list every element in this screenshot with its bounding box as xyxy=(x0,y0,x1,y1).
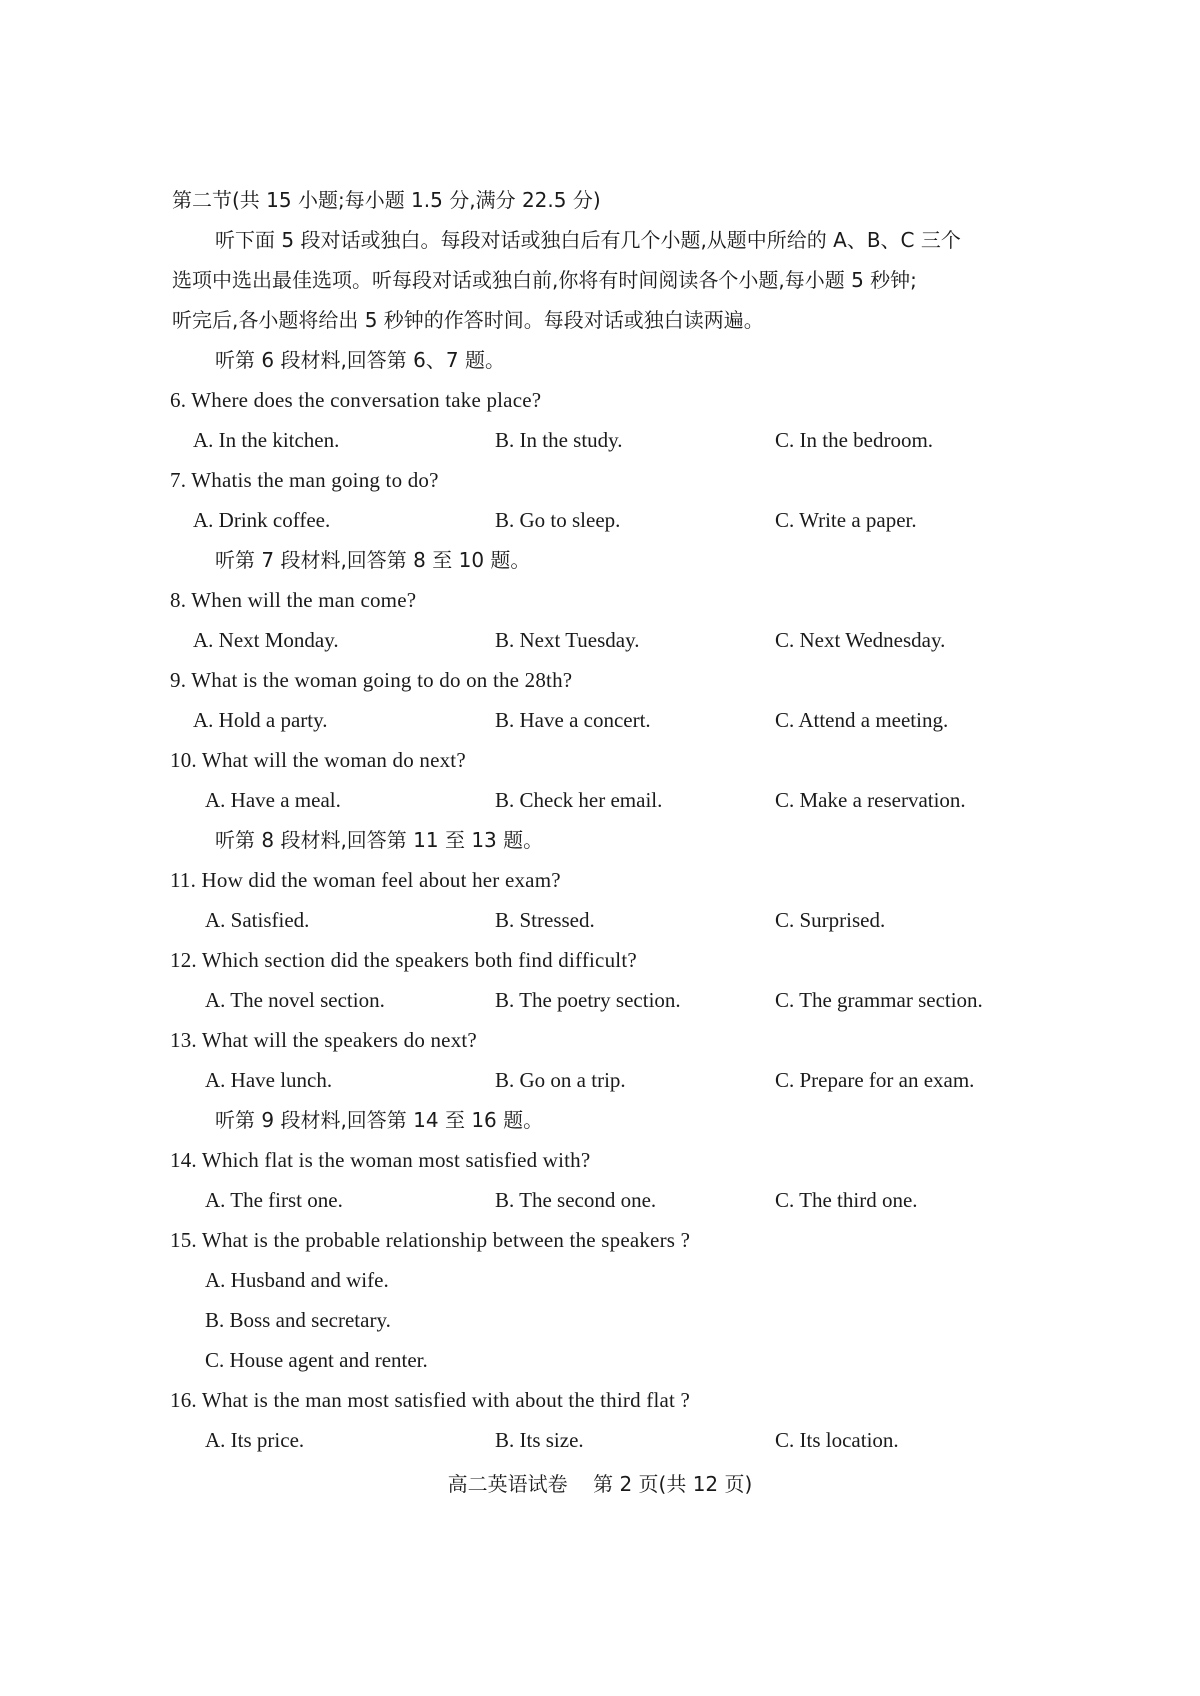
option-16c: C. Its location. xyxy=(775,1428,899,1452)
instruction-line-1: 听下面 5 段对话或独白。每段对话或独白后有几个小题,从题中所给的 A、B、C 三个 xyxy=(215,228,961,252)
option-14c: C. The third one. xyxy=(775,1188,918,1212)
question-stem-12: 12. Which section did the speakers both find difficult? xyxy=(170,948,637,972)
question-stem-8: 8. When will the man come? xyxy=(170,588,417,612)
option-15b: B. Boss and secretary. xyxy=(205,1308,391,1332)
option-12b: B. The poetry section. xyxy=(495,988,681,1012)
option-8c: C. Next Wednesday. xyxy=(775,628,946,652)
section-heading: 第二节(共 15 小题;每小题 1.5 分,满分 22.5 分) xyxy=(172,188,601,212)
option-13c: C. Prepare for an exam. xyxy=(775,1068,975,1092)
option-7a: A. Drink coffee. xyxy=(193,508,331,532)
option-9a: A. Hold a party. xyxy=(193,708,328,732)
option-10a: A. Have a meal. xyxy=(205,788,341,812)
option-8b: B. Next Tuesday. xyxy=(495,628,640,652)
option-6b: B. In the study. xyxy=(495,428,623,452)
option-11a: A. Satisfied. xyxy=(205,908,310,932)
question-stem-9: 9. What is the woman going to do on the 28th? xyxy=(170,668,573,692)
option-16b: B. Its size. xyxy=(495,1428,584,1452)
question-stem-15: 15. What is the probable relationship between the speakers ? xyxy=(170,1228,691,1252)
option-10c: C. Make a reservation. xyxy=(775,788,966,812)
question-stem-6: 6. Where does the conversation take place? xyxy=(170,388,542,412)
question-stem-13: 13. What will the speakers do next? xyxy=(170,1028,477,1052)
group-label-6: 听第 6 段材料,回答第 6、7 题。 xyxy=(215,348,505,372)
option-9c: C. Attend a meeting. xyxy=(775,708,949,732)
option-14b: B. The second one. xyxy=(495,1188,657,1212)
page-footer: 高二英语试卷 第 2 页(共 12 页) xyxy=(447,1472,753,1496)
option-11c: C. Surprised. xyxy=(775,908,886,932)
option-16a: A. Its price. xyxy=(205,1428,305,1452)
option-15c: C. House agent and renter. xyxy=(205,1348,428,1372)
option-7b: B. Go to sleep. xyxy=(495,508,621,532)
option-14a: A. The first one. xyxy=(205,1188,343,1212)
option-10b: B. Check her email. xyxy=(495,788,663,812)
option-7c: C. Write a paper. xyxy=(775,508,917,532)
instruction-line-3: 听完后,各小题将给出 5 秒钟的作答时间。每段对话或独白读两遍。 xyxy=(172,308,764,332)
question-stem-14: 14. Which flat is the woman most satisfied with? xyxy=(170,1148,591,1172)
option-9b: B. Have a concert. xyxy=(495,708,651,732)
option-6a: A. In the kitchen. xyxy=(193,428,340,452)
group-label-9: 听第 9 段材料,回答第 14 至 16 题。 xyxy=(215,1108,544,1132)
question-stem-10: 10. What will the woman do next? xyxy=(170,748,466,772)
option-11b: B. Stressed. xyxy=(495,908,595,932)
question-stem-7: 7. Whatis the man going to do? xyxy=(170,468,439,492)
option-8a: A. Next Monday. xyxy=(193,628,339,652)
option-15a: A. Husband and wife. xyxy=(205,1268,389,1292)
question-stem-11: 11. How did the woman feel about her exam? xyxy=(170,868,561,892)
option-13b: B. Go on a trip. xyxy=(495,1068,626,1092)
option-6c: C. In the bedroom. xyxy=(775,428,934,452)
option-13a: A. Have lunch. xyxy=(205,1068,333,1092)
instruction-line-2: 选项中选出最佳选项。听每段对话或独白前,你将有时间阅读各个小题,每小题 5 秒钟; xyxy=(172,268,917,292)
question-stem-16: 16. What is the man most satisfied with about the third flat ? xyxy=(170,1388,690,1412)
group-label-8: 听第 8 段材料,回答第 11 至 13 题。 xyxy=(215,828,544,852)
option-12c: C. The grammar section. xyxy=(775,988,983,1012)
option-12a: A. The novel section. xyxy=(205,988,385,1012)
group-label-7: 听第 7 段材料,回答第 8 至 10 题。 xyxy=(215,548,531,572)
